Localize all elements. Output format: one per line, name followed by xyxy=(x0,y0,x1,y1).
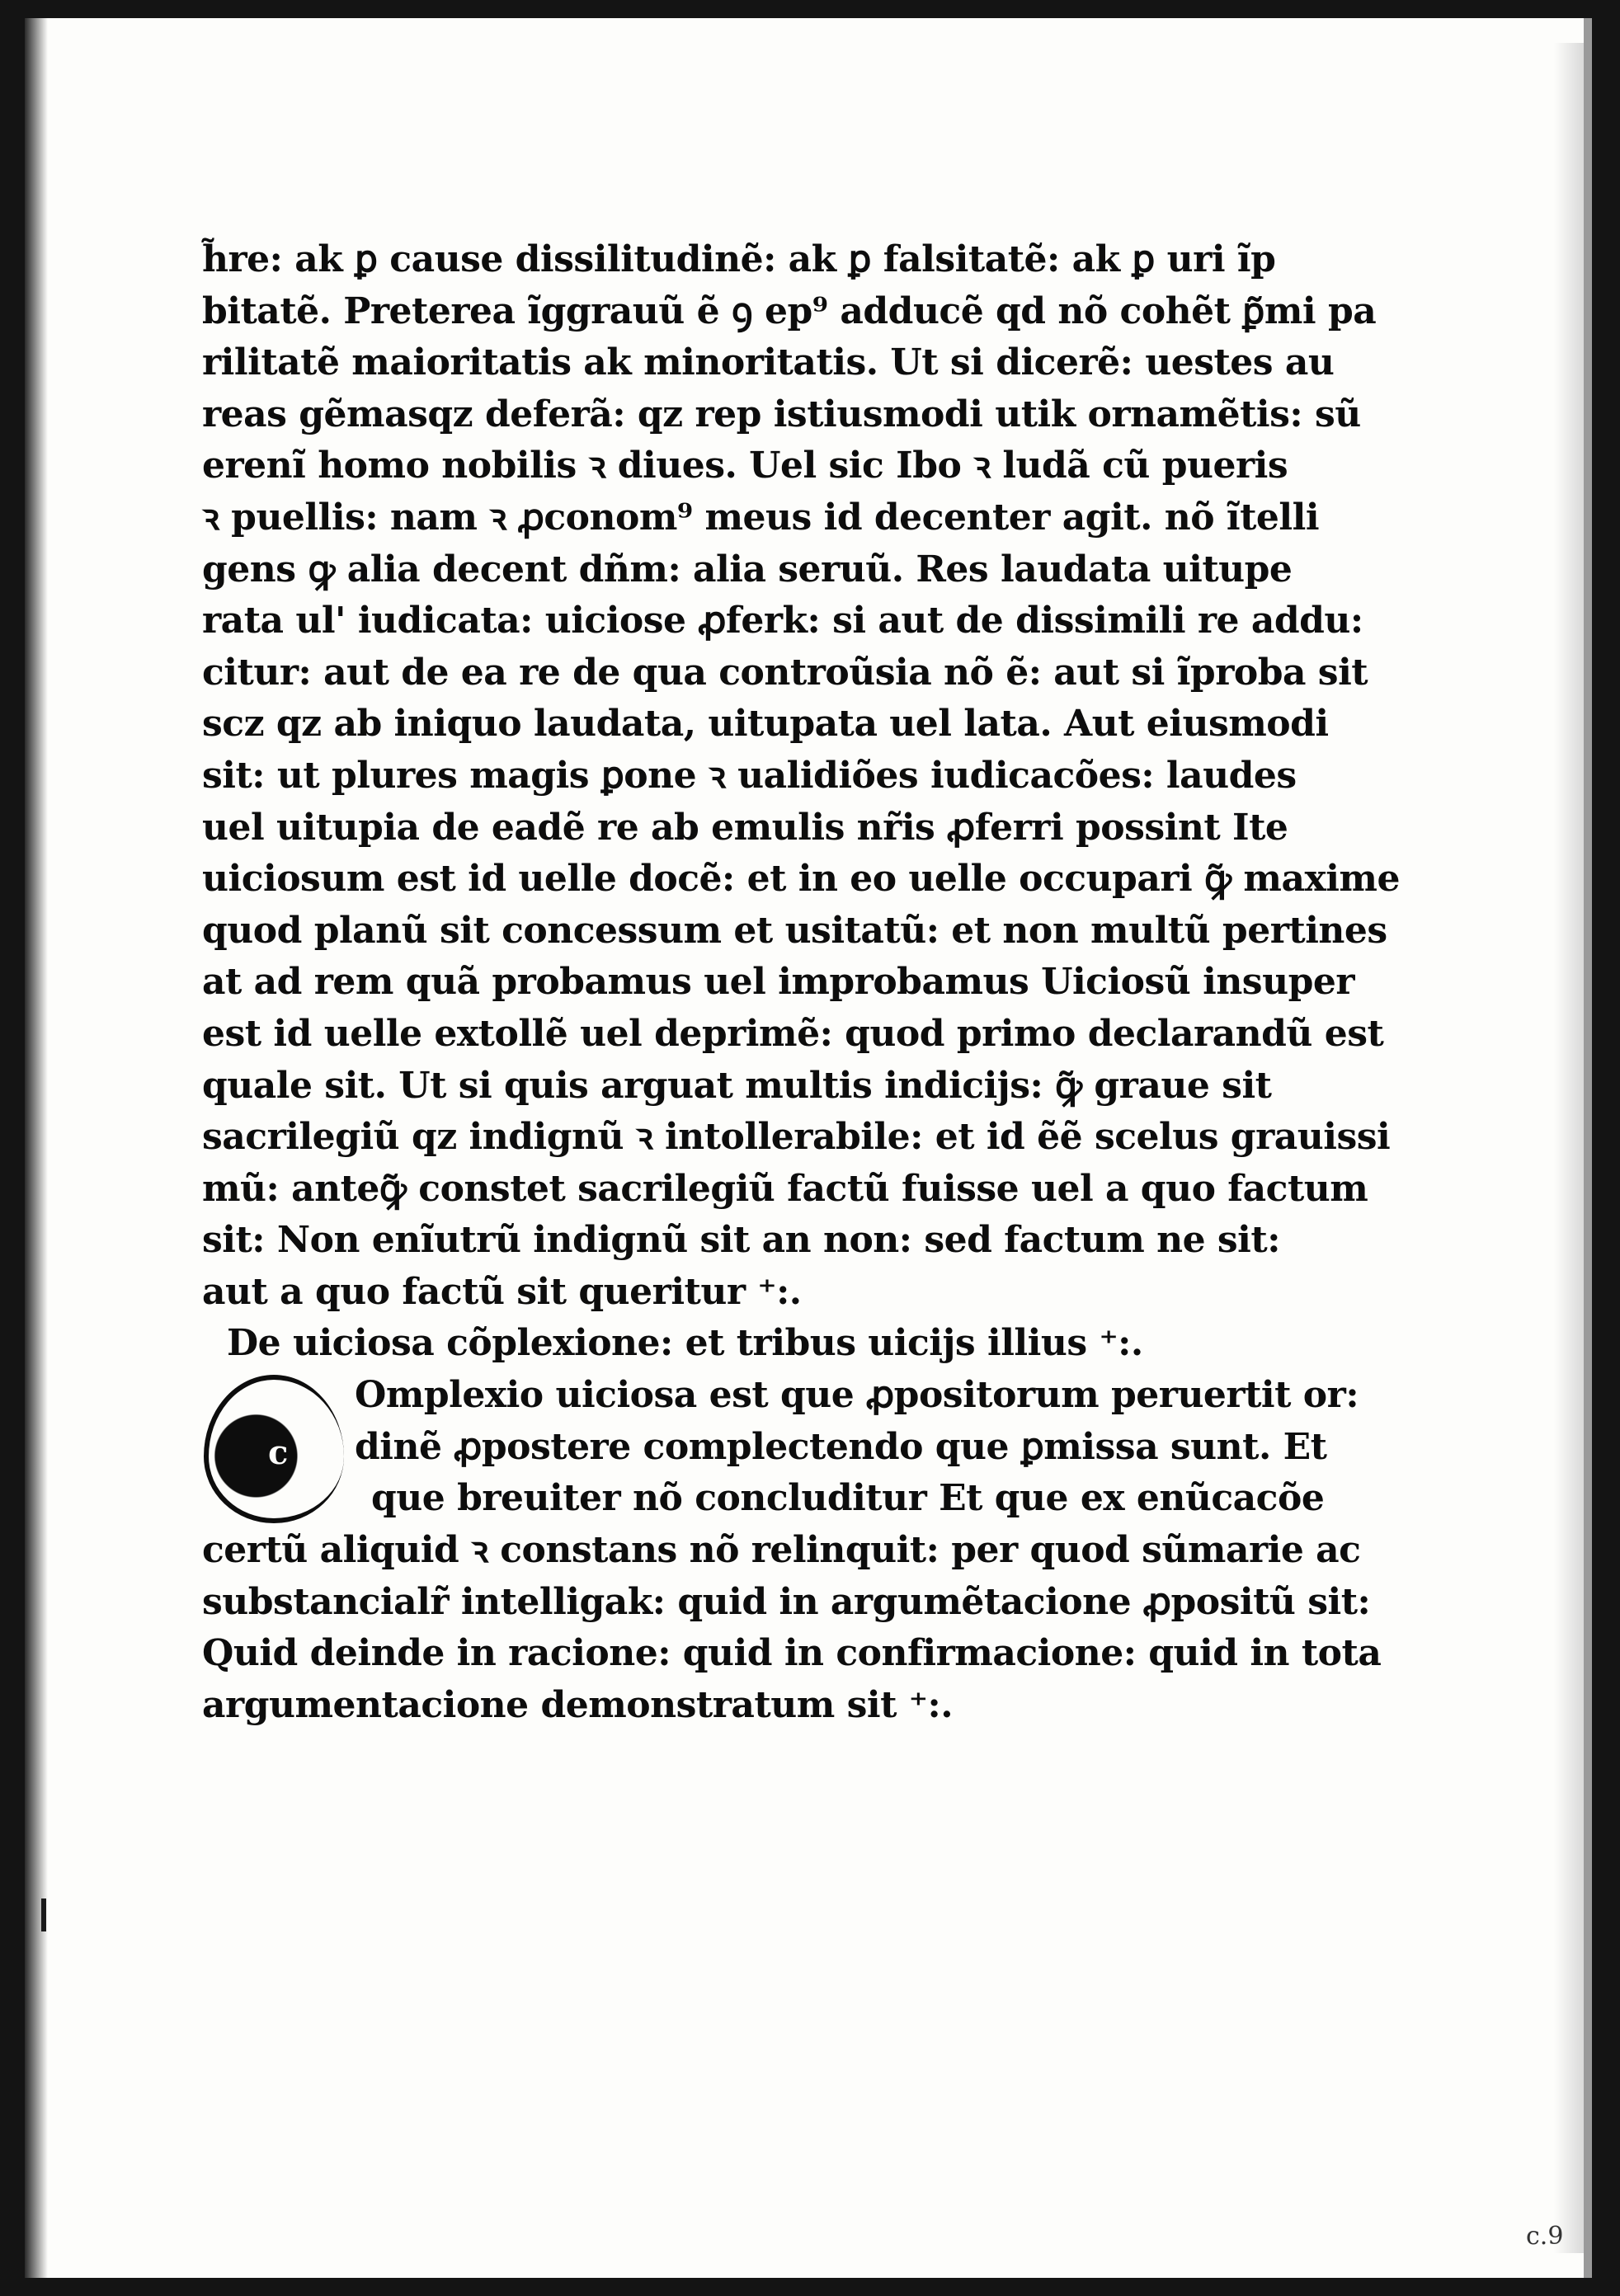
initial-letter: c xyxy=(268,1433,288,1473)
text-line: sit: ut plures magis ꝑone ꝛ ualidiões iudicacões: laudes xyxy=(202,754,1297,797)
text-line: erenĩ homo nobilis ꝛ diues. Uel sic Ibo ꝛ ludã cũ pueris xyxy=(202,445,1288,487)
text-line: uel uitupia de eadẽ re ab emulis nr̃is ꝓferri possint Ite xyxy=(202,806,1288,849)
text-line: gens ꝙ alia decent dñm: alia seruũ. Res laudata uitupe xyxy=(202,548,1293,590)
text-line: argumentacione demonstratum sit ⁺:. xyxy=(202,1683,954,1726)
text-line: que breuiter nõ concluditur Et que ex enũcacõe xyxy=(371,1477,1325,1520)
text-line: aut a quo factũ sit queritur ⁺:. xyxy=(202,1270,802,1313)
text-line: quale sit. Ut si quis arguat multis indicijs: ꝙ̃ graue sit xyxy=(202,1064,1272,1107)
text-line: Quid deinde in racione: quid in confirmacione: quid in tota xyxy=(202,1632,1382,1675)
text-line: scz qz ab iniquo laudata, uitupata uel lata. Aut eiusmodi xyxy=(202,703,1329,746)
text-line: citur: aut de ea re de qua controũsia nõ ẽ: aut si ĩproba sit xyxy=(202,651,1368,694)
text-line: est id uelle extollẽ uel deprimẽ: quod primo declarandũ est xyxy=(202,1012,1384,1055)
text-line: mũ: anteꝙ̃ constet sacrilegiũ factũ fuisse uel a quo factum xyxy=(202,1167,1368,1210)
text-block xyxy=(202,234,1400,1731)
text-line: dinẽ ꝓpostere complectendo que ꝑmissa sunt. Et xyxy=(355,1425,1327,1468)
text-line: at ad rem quã probamus uel improbamus Uiciosũ insuper xyxy=(202,961,1355,1004)
paragraph-upper xyxy=(202,234,1400,1318)
decorated-initial-icon xyxy=(204,1375,344,1523)
initial-block xyxy=(202,1370,1359,1525)
text-line: rilitatẽ maioritatis ak minoritatis. Ut si dicerẽ: uestes au xyxy=(202,341,1335,384)
text-line: Omplexio uiciosa est que ꝓpositorum peruertit or: xyxy=(355,1374,1359,1417)
text-line: sit: Non enĩutrũ indignũ sit an non: sed factum ne sit: xyxy=(202,1219,1280,1262)
margin-mark xyxy=(41,1898,46,1931)
spine-shadow xyxy=(25,18,48,2278)
text-line: uiciosum est id uelle docẽ: et in eo uelle occupari ꝙ̃ maxime xyxy=(202,858,1400,901)
text-line: quod planũ sit concessum et usitatũ: et non multũ pertines xyxy=(202,909,1387,952)
text-line: ꝛ puellis: nam ꝛ ꝓconom⁹ meus id decenter agit. nõ ĩtelli xyxy=(202,496,1320,539)
folio-signature: c.9 xyxy=(1526,2222,1564,2251)
text-line: substancialr̃ intelligak: quid in argumẽtacione ꝓpositũ sit: xyxy=(202,1580,1371,1623)
paragraph-lower xyxy=(202,1525,1382,1731)
text-line: h̃re: ak ꝑ cause dissilitudinẽ: ak ꝑ falsitatẽ: ak ꝑ uri ĩp xyxy=(202,238,1276,280)
section-heading: De uiciosa cõplexione: et tribus uicijs illius ⁺:. xyxy=(227,1322,1143,1365)
indented-lines xyxy=(355,1370,1359,1525)
book-page xyxy=(25,18,1592,2278)
text-line: rata ul' iudicata: uiciose ꝓferk: si aut de dissimili re addu: xyxy=(202,600,1363,642)
text-line: reas gẽmasqz deferã: qz rep istiusmodi utik ornamẽtis: sũ xyxy=(202,393,1361,435)
page-edge xyxy=(1554,43,1584,2253)
text-line: bitatẽ. Preterea ĩggrauũ ẽ ꝯ ep⁹ adducẽ qd nõ cohẽt ꝑ̃mi pa xyxy=(202,289,1377,332)
text-line: certũ aliquid ꝛ constans nõ relinquit: per quod sũmarie ac xyxy=(202,1529,1361,1572)
text-line: sacrilegiũ qz indignũ ꝛ intollerabile: et id ẽẽ scelus grauissi xyxy=(202,1116,1391,1159)
